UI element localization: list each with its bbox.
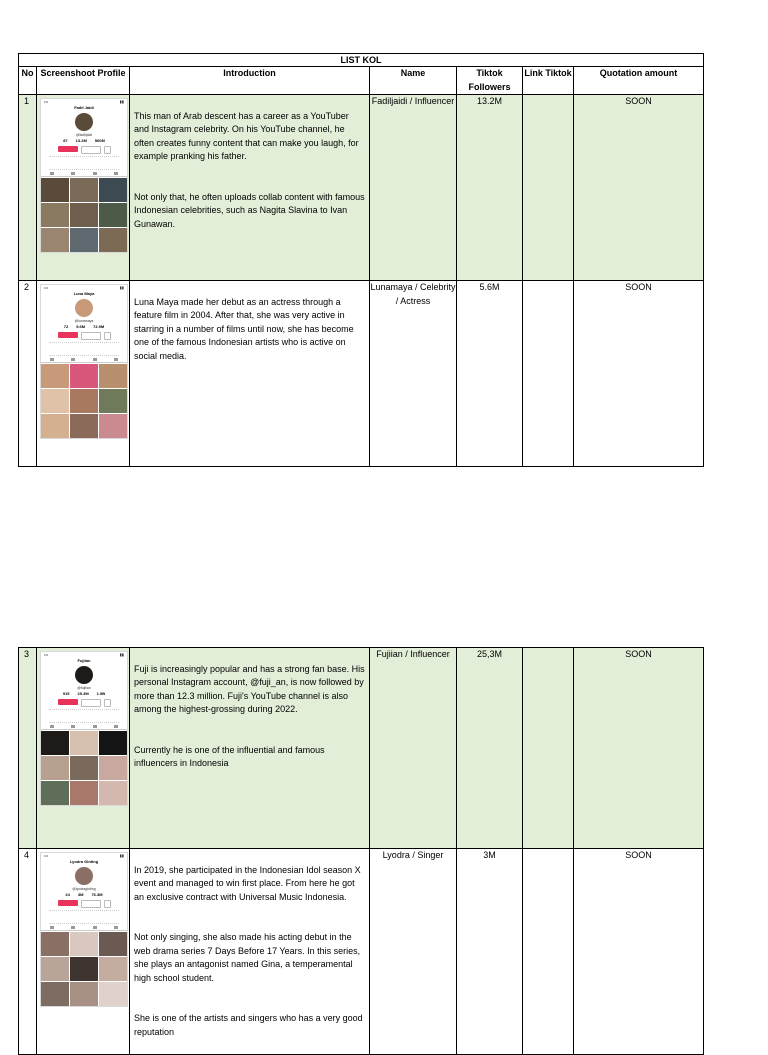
profile-stat: 3M: [77, 892, 84, 897]
video-thumbnail: [70, 414, 98, 438]
tab-icon: [93, 358, 97, 361]
intro-paragraph: Fuji is increasingly popular and has a strong fan base. His personal Instagram account, @fuji_an, is now followed by more than 12.3 million. Fuji's YouTube channel is also among the highest-grossing during 2022.: [134, 663, 365, 714]
row-name: Lunamaya / Celebrity / Actress: [370, 281, 457, 467]
profile-buttons: [41, 900, 127, 908]
kol-table-1: [18, 53, 704, 467]
profile-buttons: [41, 699, 127, 707]
profile-screenshot: [37, 281, 130, 467]
video-thumbnail: [41, 389, 69, 413]
profile-bio: [49, 910, 119, 924]
row-name: Fujiian / Influencer: [370, 648, 457, 849]
video-thumbnail: [41, 731, 69, 755]
tab-icon: [71, 172, 75, 175]
row-quotation: SOON: [574, 648, 704, 849]
intro-paragraph: She is one of the artists and singers who has a very good reputation: [134, 1013, 363, 1037]
phone-status-bar: ••• ▮▮: [44, 652, 124, 657]
video-thumbnail: [99, 414, 127, 438]
profile-username: Lyodra Ginting: [69, 859, 99, 864]
table-title: LIST KOL: [19, 54, 704, 67]
video-thumbnail: [41, 364, 69, 388]
profile-stat: 87: [63, 138, 68, 143]
video-thumbnail: [99, 756, 127, 780]
row-name: Lyodra / Singer: [370, 849, 457, 1055]
profile-screenshot: [37, 95, 130, 281]
tab-icon: [50, 926, 54, 929]
tab-icon: [71, 725, 75, 728]
video-grid: [41, 178, 127, 252]
video-grid: [41, 932, 127, 1006]
video-thumbnail: [99, 203, 127, 227]
video-thumbnail: [70, 178, 98, 202]
more-button: [104, 699, 111, 707]
table-row: [19, 648, 704, 849]
follow-button: [58, 900, 78, 906]
video-thumbnail: [41, 414, 69, 438]
row-no: 4: [19, 849, 37, 1055]
profile-stat: 24: [65, 892, 70, 897]
video-thumbnail: [70, 957, 98, 981]
header-quotation: Quotation amount: [574, 67, 704, 95]
tab-icon: [50, 358, 54, 361]
video-thumbnail: [99, 178, 127, 202]
row-followers: 5.6M: [457, 281, 523, 467]
video-thumbnail: [70, 731, 98, 755]
header-name: Name: [370, 67, 457, 95]
video-thumbnail: [99, 957, 127, 981]
tab-icon: [93, 172, 97, 175]
video-thumbnail: [41, 982, 69, 1006]
profile-stat: 25.3M: [77, 691, 89, 696]
profile-screenshot: [37, 849, 130, 1055]
row-followers: 25,3M: [457, 648, 523, 849]
video-thumbnail: [70, 982, 98, 1006]
intro-paragraph: Luna Maya made her debut as an actress through a feature film in 2004. After that, she was very active in starring in a number of films until now, she has become one of the famous Indonesian artists who is active on social media.: [134, 296, 354, 361]
video-thumbnail: [99, 781, 127, 805]
more-button: [104, 332, 111, 340]
intro-paragraph: In 2019, she participated in the Indonesian Idol season X event and managed to win first place. From here he got an exclusive contract with Universal Music Indonesia.: [134, 864, 361, 902]
avatar: [75, 666, 93, 684]
message-button: [81, 699, 101, 707]
tab-icon: [114, 358, 118, 361]
row-introduction: [130, 648, 370, 849]
video-thumbnail: [41, 178, 69, 202]
avatar: [75, 113, 93, 131]
video-thumbnail: [99, 364, 127, 388]
message-button: [81, 900, 101, 908]
follow-button: [58, 699, 78, 705]
profile-bio: [49, 156, 119, 170]
video-thumbnail: [99, 389, 127, 413]
avatar: [75, 867, 93, 885]
table-row: [19, 95, 704, 281]
profile-stat: 72: [63, 324, 69, 329]
header-screenshot: Screenshoot Profile: [37, 67, 130, 95]
profile-stat: 915: [62, 691, 70, 696]
tab-icon: [93, 725, 97, 728]
profile-username: Fujiian: [77, 658, 91, 663]
profile-stats: [41, 691, 127, 697]
profile-stats: [41, 138, 127, 144]
intro-paragraph: Not only singing, she also made his acting debut in the web drama series 7 Days Before 17 Years. In this series, she plays an antagonist named Gina, a temperamental high school student.: [134, 932, 361, 983]
row-link[interactable]: [523, 849, 574, 1055]
video-thumbnail: [70, 932, 98, 956]
row-quotation: SOON: [574, 849, 704, 1055]
profile-stat: 5.6M: [76, 324, 86, 329]
tab-icon: [114, 926, 118, 929]
profile-stat: 1.9B: [96, 691, 106, 696]
profile-stat: 76.3M: [91, 892, 103, 897]
profile-stat: 560M: [94, 138, 105, 143]
profile-stat: 72.9M: [93, 324, 105, 329]
video-thumbnail: [70, 781, 98, 805]
video-thumbnail: [41, 756, 69, 780]
avatar: [75, 299, 93, 317]
message-button: [81, 146, 101, 154]
tab-icon: [71, 358, 75, 361]
tab-icon: [71, 926, 75, 929]
phone-status-bar: ••• ▮▮: [44, 99, 124, 104]
video-thumbnail: [99, 982, 127, 1006]
video-thumbnail: [99, 932, 127, 956]
kol-table-2: [18, 647, 704, 1055]
video-thumbnail: [41, 957, 69, 981]
row-link[interactable]: [523, 95, 574, 281]
header-no: No: [19, 67, 37, 95]
video-thumbnail: [99, 228, 127, 252]
message-button: [81, 332, 101, 340]
tab-icon: [114, 725, 118, 728]
profile-stats: [41, 324, 127, 330]
follow-button: [58, 332, 78, 338]
row-no: 3: [19, 648, 37, 849]
video-grid: [41, 731, 127, 805]
profile-bio: [49, 709, 119, 723]
row-no: 1: [19, 95, 37, 281]
phone-status-bar: ••• ▮▮: [44, 853, 124, 858]
profile-tabs: [41, 724, 127, 730]
table-row: [19, 281, 704, 467]
profile-screenshot: [37, 648, 130, 849]
tab-icon: [50, 725, 54, 728]
profile-buttons: [41, 146, 127, 154]
profile-handle: @fujiiian: [77, 686, 91, 690]
row-name: Fadiljaidi / Influencer: [370, 95, 457, 281]
more-button: [104, 900, 111, 908]
profile-buttons: [41, 332, 127, 340]
row-link[interactable]: [523, 648, 574, 849]
header-followers: Tiktok Followers: [457, 67, 523, 95]
video-thumbnail: [41, 228, 69, 252]
video-thumbnail: [99, 731, 127, 755]
video-grid: [41, 364, 127, 438]
video-thumbnail: [70, 389, 98, 413]
profile-username: Fadil Jaidi: [74, 105, 94, 110]
video-thumbnail: [70, 228, 98, 252]
profile-handle: @fadiljaidi: [75, 133, 93, 137]
row-introduction: [130, 849, 370, 1055]
tab-icon: [50, 172, 54, 175]
row-link[interactable]: [523, 281, 574, 467]
profile-handle: @lyodraginting: [72, 887, 96, 891]
row-introduction: [130, 281, 370, 467]
profile-tabs: [41, 357, 127, 363]
row-no: 2: [19, 281, 37, 467]
video-thumbnail: [41, 932, 69, 956]
tab-icon: [114, 172, 118, 175]
table-row: [19, 849, 704, 1055]
profile-stat: 13.2M: [75, 138, 87, 143]
profile-bio: [49, 342, 119, 356]
follow-button: [58, 146, 78, 152]
row-introduction: [130, 95, 370, 281]
profile-tabs: [41, 171, 127, 177]
video-thumbnail: [70, 756, 98, 780]
profile-username: Luna Maya: [73, 291, 95, 296]
row-quotation: SOON: [574, 95, 704, 281]
header-introduction: Introduction: [130, 67, 370, 95]
intro-paragraph: This man of Arab descent has a career as a YouTuber and Instagram celebrity. On his YouTube channel, he often creates funny content that can make you laugh, for example pranking his father.: [134, 110, 359, 161]
intro-paragraph: Currently he is one of the influential and famous influencers in Indonesia: [134, 744, 325, 768]
intro-paragraph: Not only that, he often uploads collab content with famous Indonesian celebrities, such as Nagita Slavina to Ivan Gunawan.: [134, 191, 365, 229]
row-quotation: SOON: [574, 281, 704, 467]
tab-icon: [93, 926, 97, 929]
row-followers: 13.2M: [457, 95, 523, 281]
video-thumbnail: [70, 203, 98, 227]
phone-status-bar: ••• ▮▮: [44, 285, 124, 290]
video-thumbnail: [70, 364, 98, 388]
profile-handle: @lunamaya: [74, 319, 94, 323]
header-link: Link Tiktok: [523, 67, 574, 95]
profile-tabs: [41, 925, 127, 931]
more-button: [104, 146, 111, 154]
video-thumbnail: [41, 203, 69, 227]
video-thumbnail: [41, 781, 69, 805]
profile-stats: [41, 892, 127, 898]
row-followers: 3M: [457, 849, 523, 1055]
